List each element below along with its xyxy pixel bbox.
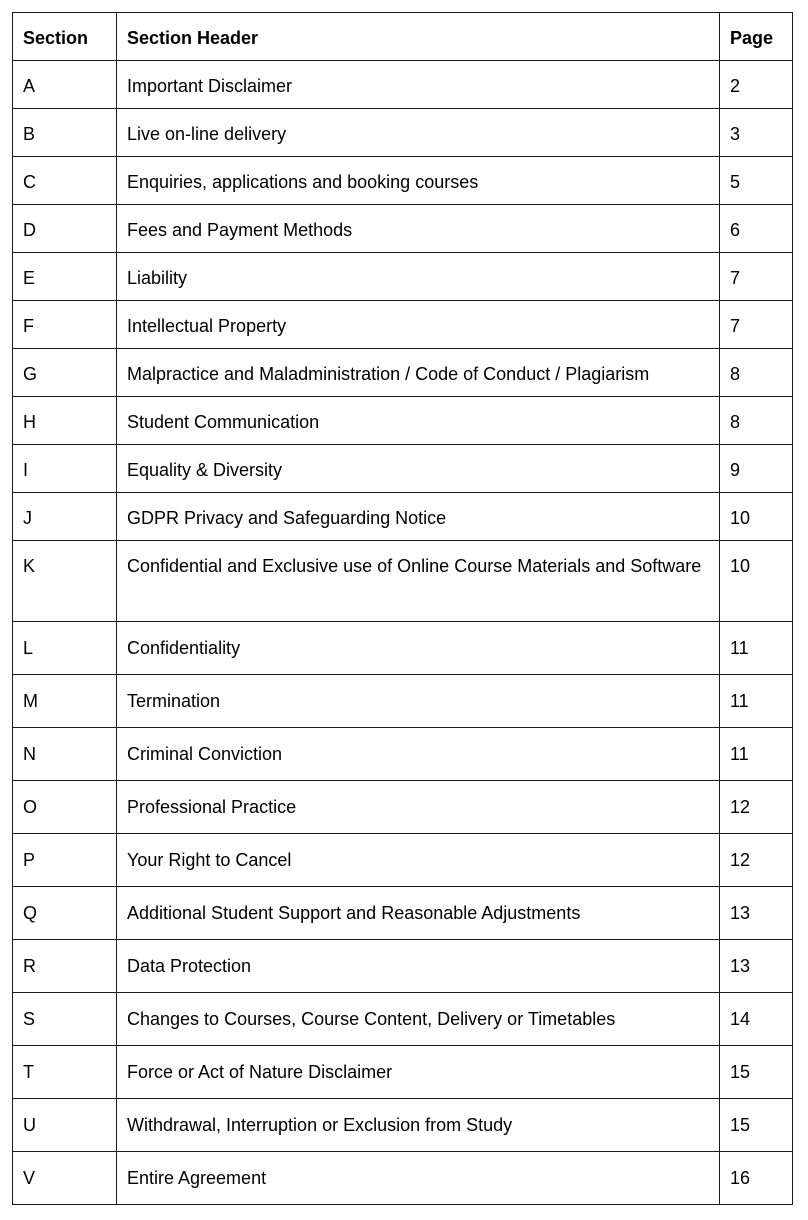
section-letter: P [13, 834, 117, 887]
section-letter: K [13, 541, 117, 622]
section-letter: V [13, 1152, 117, 1205]
section-letter: L [13, 622, 117, 675]
section-letter: F [13, 301, 117, 349]
section-title: Force or Act of Nature Disclaimer [117, 1046, 720, 1099]
section-letter: C [13, 157, 117, 205]
section-letter: J [13, 493, 117, 541]
page-number: 10 [720, 541, 793, 622]
section-letter: Q [13, 887, 117, 940]
page-number: 7 [720, 253, 793, 301]
section-letter: E [13, 253, 117, 301]
section-title: Liability [117, 253, 720, 301]
page-number: 11 [720, 728, 793, 781]
section-title: Criminal Conviction [117, 728, 720, 781]
page-number: 5 [720, 157, 793, 205]
section-title: Your Right to Cancel [117, 834, 720, 887]
table-row [13, 675, 793, 728]
section-letter: U [13, 1099, 117, 1152]
table-row [13, 541, 793, 622]
section-title: Malpractice and Maladministration / Code of Conduct / Plagiarism [117, 349, 720, 397]
page-number: 11 [720, 675, 793, 728]
section-letter: G [13, 349, 117, 397]
page-number: 8 [720, 397, 793, 445]
section-letter: N [13, 728, 117, 781]
section-title: Entire Agreement [117, 1152, 720, 1205]
table-row [13, 887, 793, 940]
column-header-page: Page [720, 13, 793, 61]
page-number: 11 [720, 622, 793, 675]
section-letter: S [13, 993, 117, 1046]
table-row [13, 157, 793, 205]
section-title: Changes to Courses, Course Content, Delivery or Timetables [117, 993, 720, 1046]
table-row [13, 445, 793, 493]
table-row [13, 1046, 793, 1099]
page-number: 6 [720, 205, 793, 253]
section-letter: H [13, 397, 117, 445]
table-row [13, 253, 793, 301]
page-number: 15 [720, 1099, 793, 1152]
section-title: Enquiries, applications and booking courses [117, 157, 720, 205]
section-title: Student Communication [117, 397, 720, 445]
contents-table [12, 12, 793, 1205]
page-number: 12 [720, 834, 793, 887]
section-title: Termination [117, 675, 720, 728]
page-number: 10 [720, 493, 793, 541]
table-header-row [13, 13, 793, 61]
page-number: 16 [720, 1152, 793, 1205]
section-title: Confidentiality [117, 622, 720, 675]
page-number: 14 [720, 993, 793, 1046]
section-title: Intellectual Property [117, 301, 720, 349]
table-row [13, 493, 793, 541]
page-number: 3 [720, 109, 793, 157]
section-letter: M [13, 675, 117, 728]
column-header-section-header: Section Header [117, 13, 720, 61]
table-row [13, 1099, 793, 1152]
section-letter: I [13, 445, 117, 493]
table-row [13, 834, 793, 887]
page-number: 13 [720, 940, 793, 993]
table-row [13, 622, 793, 675]
table-row [13, 349, 793, 397]
table-row [13, 205, 793, 253]
section-letter: R [13, 940, 117, 993]
section-letter: D [13, 205, 117, 253]
table-row [13, 61, 793, 109]
table-row [13, 728, 793, 781]
table-row [13, 1152, 793, 1205]
page-number: 7 [720, 301, 793, 349]
section-title: Confidential and Exclusive use of Online Course Materials and Software [117, 541, 720, 622]
table-row [13, 940, 793, 993]
section-letter: T [13, 1046, 117, 1099]
page-number: 12 [720, 781, 793, 834]
table-row [13, 781, 793, 834]
page-number: 15 [720, 1046, 793, 1099]
section-title: Withdrawal, Interruption or Exclusion from Study [117, 1099, 720, 1152]
table-row [13, 109, 793, 157]
section-title: Professional Practice [117, 781, 720, 834]
table-row [13, 993, 793, 1046]
section-title: Additional Student Support and Reasonable Adjustments [117, 887, 720, 940]
page-number: 8 [720, 349, 793, 397]
table-row [13, 397, 793, 445]
page-number: 13 [720, 887, 793, 940]
section-title: Important Disclaimer [117, 61, 720, 109]
section-letter: A [13, 61, 117, 109]
section-letter: B [13, 109, 117, 157]
page-number: 9 [720, 445, 793, 493]
section-title: Data Protection [117, 940, 720, 993]
table-row [13, 301, 793, 349]
section-title: Fees and Payment Methods [117, 205, 720, 253]
page-number: 2 [720, 61, 793, 109]
section-title: GDPR Privacy and Safeguarding Notice [117, 493, 720, 541]
section-letter: O [13, 781, 117, 834]
column-header-section: Section [13, 13, 117, 61]
section-title: Equality & Diversity [117, 445, 720, 493]
section-title: Live on-line delivery [117, 109, 720, 157]
